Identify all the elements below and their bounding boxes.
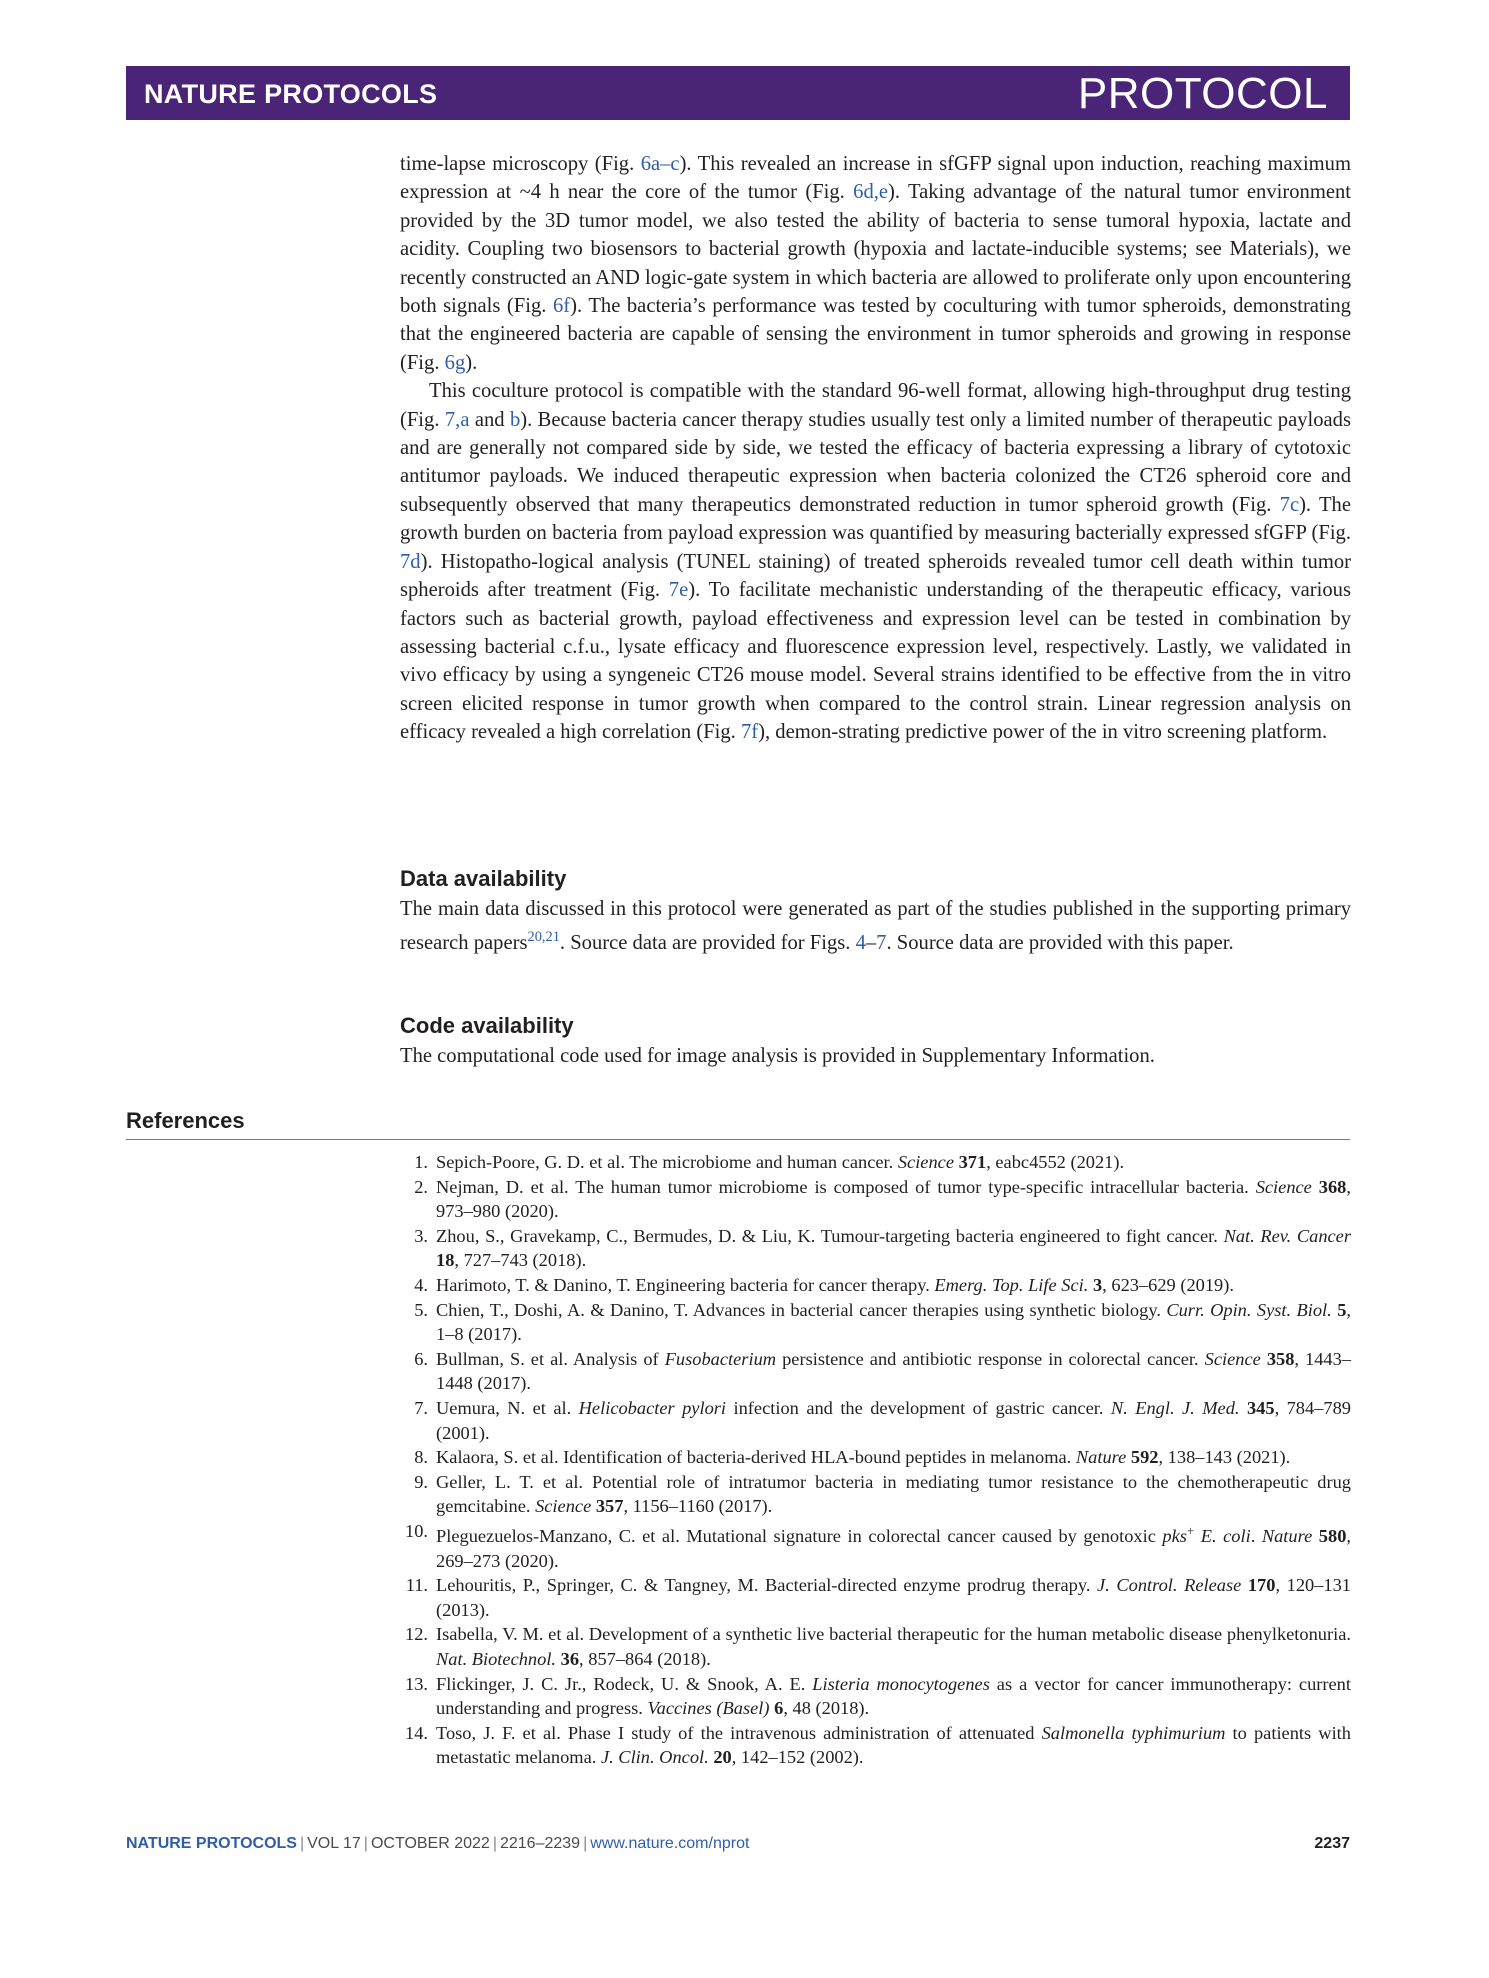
reference-number: 2.: [414, 1176, 428, 1197]
reference-item: [400, 1150, 1351, 1175]
reference-number: 6.: [414, 1348, 428, 1369]
bold-text: 6: [774, 1698, 784, 1719]
text-run: Sepich-Poore, G. D. et al. The microbiome and human cancer.: [436, 1152, 898, 1172]
italic-text: pks: [1162, 1526, 1187, 1547]
text-run: Lehouritis, P., Springer, C. & Tangney, M. Bacterial-directed enzyme prodrug therapy.: [436, 1575, 1098, 1596]
reference-item: [400, 1175, 1351, 1224]
text-run: +: [1186, 1523, 1195, 1538]
code-availability-heading: Code availability: [400, 1013, 574, 1038]
text-run: ). To facilitate mechanistic understanding of the therapeutic efficacy, various factors such as bacterial growth, payload effectiveness and expression level can be tested in combination by assessing bacterial c.f.u., lysate efficacy and fluorescence expression level, respectively. Lastly, we validated in vivo efficacy by using a syngeneic CT26 mouse model. Several strains identified to be effective from the in vitro screen elicited response in tumor growth when compared to the control strain. Linear regression analysis on efficacy revealed a high correlation (Fig.: [400, 579, 1351, 744]
text-run: ). The bacteria’s performance was tested by coculturing with tumor spheroids, demonstrating that the engineered bacteria are capable of sensing the environment in tumor spheroids and growing in response (Fig.: [400, 295, 1351, 374]
reference-item: [400, 1273, 1351, 1298]
text-run: and: [469, 408, 510, 431]
text-run: Isabella, V. M. et al. Development of a synthetic live bacterial therapeutic for the human metabolic disease phenylketonuria.: [436, 1624, 1351, 1645]
reference-item: [400, 1445, 1351, 1470]
text-run: , 1156–1160 (2017).: [623, 1496, 773, 1517]
reference-item: [400, 1519, 1351, 1573]
bold-text: 170: [1247, 1575, 1276, 1596]
figure-ref-link[interactable]: 7c: [1279, 493, 1300, 516]
italic-text: Curr. Opin. Syst. Biol.: [1166, 1299, 1332, 1320]
italic-text: J. Clin. Oncol.: [600, 1747, 709, 1768]
bold-text: 3: [1092, 1274, 1103, 1295]
reference-item: [400, 1622, 1351, 1671]
text-run: [1241, 1575, 1248, 1595]
text-run: ).: [465, 351, 478, 374]
text-run: Bullman, S. et al. Analysis of: [436, 1348, 665, 1369]
italic-text: Helicobacter pylori: [578, 1397, 727, 1418]
figure-ref-link[interactable]: 7d: [400, 550, 421, 573]
text-run: time-lapse microscopy (Fig.: [400, 153, 641, 175]
reference-item: [400, 1573, 1351, 1622]
bold-text: 592: [1130, 1447, 1159, 1468]
footer-url-link[interactable]: www.nature.com/nprot: [590, 1835, 750, 1852]
footer-volume: VOL 17: [307, 1835, 361, 1852]
text-run: [1312, 1177, 1319, 1197]
text-run: –: [865, 932, 877, 955]
reference-number: 12.: [405, 1624, 428, 1645]
reference-number: 8.: [414, 1447, 428, 1468]
text-run: . Source data are provided for Figs.: [559, 932, 856, 955]
text-run: ). The growth burden on bacteria from payload expression was quantified by measuring bacterially expressed sfGFP (Fig.: [400, 493, 1351, 545]
italic-text: Nat. Biotechnol.: [436, 1649, 557, 1669]
text-run: Nejman, D. et al. The human tumor microbiome is composed of tumor type-specific intracellular bacteria.: [436, 1176, 1256, 1197]
bold-text: 20: [713, 1747, 732, 1768]
footer-separator: |: [363, 1835, 368, 1852]
bold-text: 371: [958, 1152, 987, 1172]
text-run: The main data discussed in this protocol were generated as part of the studies published in the supporting primary research papers: [400, 898, 1351, 955]
page-number: 2237: [1314, 1835, 1350, 1852]
italic-text: Nature: [1261, 1526, 1313, 1547]
italic-text: Science: [897, 1152, 954, 1172]
italic-text: E. coli: [1200, 1526, 1251, 1547]
figure-ref-link[interactable]: 4: [855, 932, 866, 955]
footer-separator: |: [299, 1835, 305, 1852]
reference-number: 14.: [405, 1722, 428, 1743]
text-run: , 269–273 (2020).: [436, 1526, 1351, 1571]
text-run: [1240, 1398, 1247, 1418]
figure-ref-link[interactable]: b: [509, 408, 521, 431]
footer-journal: NATURE PROTOCOLS: [126, 1835, 297, 1852]
text-run: , 142–152 (2002).: [731, 1747, 864, 1768]
text-run: infection and the development of gastric cancer.: [726, 1397, 1111, 1418]
italic-text: Nature: [1075, 1447, 1127, 1468]
bold-text: 345: [1246, 1397, 1275, 1418]
body-text: [400, 150, 1351, 747]
data-availability-text: [400, 895, 1351, 958]
text-run: ). Taking advantage of the natural tumor environment provided by the 3D tumor model, we also tested the ability of bacteria to sense tumoral hypoxia, lactate and acidity. Coupling two biosensors to bacterial growth (hypoxia and lactate-inducible systems; see Materials), we recently constructed an AND logic-gate system in which bacteria are allowed to proliferate only upon encountering both signals (Fig.: [400, 181, 1351, 318]
text-run: , 1–8 (2017).: [436, 1299, 1351, 1345]
data-availability-heading: Data availability: [400, 866, 567, 891]
text-run: Pleguezuelos-Manzano, C. et al. Mutational signature in colorectal cancer caused by genotoxic: [436, 1526, 1163, 1547]
italic-text: Vaccines (Basel): [647, 1698, 770, 1719]
figure-ref-link[interactable]: 7f: [740, 721, 759, 744]
italic-text: Nat. Rev. Cancer: [1223, 1225, 1351, 1246]
text-run: Harimoto, T. & Danino, T. Engineering bacteria for cancer therapy.: [436, 1274, 935, 1295]
text-run: , 857–864 (2018).: [579, 1649, 711, 1669]
text-run: persistence and antibiotic response in colorectal cancer.: [776, 1348, 1205, 1369]
text-run: , 48 (2018).: [783, 1698, 870, 1719]
bold-text: 368: [1318, 1176, 1347, 1197]
italic-text: Emerg. Top. Life Sci.: [934, 1274, 1089, 1295]
reference-number: 7.: [414, 1397, 428, 1418]
reference-item: [400, 1224, 1351, 1273]
text-run: Geller, L. T. et al. Potential role of intratumor bacteria in mediating tumor resistance to the chemotherapeutic drug gemcitabine.: [436, 1471, 1351, 1517]
text-run: , 1443–1448 (2017).: [436, 1348, 1351, 1394]
reference-item: [400, 1470, 1351, 1519]
text-run: ), demon-strating predictive power of the in vitro screening platform.: [758, 721, 1328, 744]
italic-text: Science: [1255, 1176, 1312, 1197]
bold-text: 36: [560, 1649, 580, 1669]
figure-ref-link[interactable]: 7e: [668, 579, 689, 602]
reference-number: 13.: [405, 1673, 428, 1694]
text-run: . Source data are provided with this paper.: [886, 932, 1234, 955]
reference-number: 1.: [414, 1152, 428, 1172]
reference-number: 9.: [414, 1471, 428, 1492]
reference-number: 10.: [405, 1520, 428, 1541]
text-run: .: [1250, 1526, 1262, 1547]
text-run: , 784–789 (2001).: [436, 1397, 1351, 1443]
text-run: Toso, J. F. et al. Phase I study of the intravenous administration of attenuated: [436, 1722, 1042, 1743]
text-run: Chien, T., Doshi, A. & Danino, T. Advances in bacterial cancer therapies using synthetic biology.: [436, 1299, 1167, 1320]
text-run: Zhou, S., Gravekamp, C., Bermudes, D. & Liu, K. Tumour-targeting bacteria engineered to fight cancer.: [436, 1225, 1224, 1246]
figure-ref-link[interactable]: 20,21: [527, 929, 560, 946]
bold-text: 18: [436, 1250, 455, 1271]
references-heading: References: [126, 1108, 245, 1133]
italic-text: Fusobacterium: [664, 1348, 777, 1369]
paragraph-1: [400, 150, 1351, 377]
italic-text: N. Engl. J. Med.: [1110, 1397, 1240, 1418]
reference-item: [400, 1347, 1351, 1396]
figure-ref-link[interactable]: 6g: [444, 351, 466, 374]
reference-number: 11.: [405, 1575, 428, 1596]
paragraph-2: [400, 377, 1351, 746]
text-run: as a vector for cancer immunotherapy: current understanding and progress.: [436, 1673, 1351, 1719]
text-run: , 138–143 (2021).: [1158, 1447, 1291, 1468]
text-run: Kalaora, S. et al. Identification of bacteria-derived HLA-bound peptides in melanoma.: [436, 1447, 1076, 1468]
text-run: , 973–980 (2020).: [436, 1176, 1351, 1222]
reference-number: 3.: [414, 1225, 428, 1246]
article-type: PROTOCOL: [1077, 69, 1328, 118]
figure-ref-link[interactable]: 6f: [552, 295, 571, 318]
text-run: , 623–629 (2019).: [1102, 1274, 1234, 1295]
text-run: Uemura, N. et al.: [436, 1397, 579, 1418]
figure-ref-link[interactable]: 6d,e: [853, 181, 889, 204]
reference-item: [400, 1298, 1351, 1347]
text-run: ). Because bacteria cancer therapy studies usually test only a limited number of therapeutic payloads and are generally not compared side by side, we tested the efficacy of bacteria expressing a library of cytotoxic antitumor payloads. We induced therapeutic expression when bacteria colonized the CT26 spheroid core and subsequently observed that many therapeutics demonstrated reduction in tumor spheroid growth (Fig.: [400, 408, 1351, 516]
figure-ref-link[interactable]: 7,a: [444, 408, 470, 431]
text-run: Flickinger, J. C. Jr., Rodeck, U. & Snook, A. E.: [436, 1673, 813, 1694]
superscript: [527, 929, 559, 945]
text-run: , eabc4552 (2021).: [986, 1152, 1125, 1172]
code-availability-paragraph: [400, 1042, 1351, 1070]
page-footer: [126, 1835, 1350, 1853]
journal-name: NATURE PROTOCOLS: [144, 79, 438, 109]
text-run: This coculture protocol is compatible with the standard 96-well format, allowing high-throughput drug testing (Fig.: [400, 380, 1351, 431]
italic-text: Science: [535, 1496, 592, 1517]
text-run: The computational code used for image analysis is provided in Supplementary Information.: [400, 1045, 1155, 1067]
data-availability-paragraph: [400, 895, 1351, 958]
text-run: , 727–743 (2018).: [454, 1250, 587, 1271]
italic-text: Listeria monocytogenes: [812, 1673, 990, 1694]
bold-text: 580: [1318, 1526, 1347, 1547]
reference-item: [400, 1721, 1351, 1770]
text-run: , 120–131 (2013).: [436, 1575, 1351, 1620]
code-availability-text: [400, 1042, 1351, 1070]
text-run: ). This revealed an increase in sfGFP signal upon induction, reaching maximum expression at ~4 h near the core of the tumor (Fig.: [400, 153, 1351, 204]
bold-text: 358: [1266, 1348, 1295, 1369]
figure-ref-link[interactable]: 7: [876, 932, 887, 955]
text-run: ). Histopatho-logical analysis (TUNEL staining) of treated spheroids revealed tumor cell death within tumor spheroids after treatment (Fig.: [400, 550, 1351, 602]
reference-list: [400, 1150, 1351, 1770]
footer-separator: |: [492, 1835, 497, 1852]
footer-separator: |: [583, 1835, 588, 1852]
footer-date: OCTOBER 2022: [370, 1835, 490, 1852]
bold-text: 357: [595, 1496, 624, 1517]
reference-number: 4.: [414, 1274, 428, 1295]
reference-item: [400, 1396, 1351, 1445]
page-header-bar: [126, 66, 1350, 120]
italic-text: J. Control. Release: [1097, 1575, 1242, 1596]
italic-text: Salmonella typhimurium: [1041, 1722, 1226, 1743]
references-divider: [126, 1139, 1350, 1140]
italic-text: Science: [1204, 1348, 1261, 1369]
figure-ref-link[interactable]: 6a–c: [640, 153, 680, 175]
reference-item: [400, 1672, 1351, 1721]
text-run: to patients with metastatic melanoma.: [436, 1722, 1351, 1768]
reference-number: 5.: [414, 1299, 428, 1320]
bold-text: 5: [1337, 1299, 1347, 1320]
footer-pages: 2216–2239: [499, 1835, 581, 1852]
